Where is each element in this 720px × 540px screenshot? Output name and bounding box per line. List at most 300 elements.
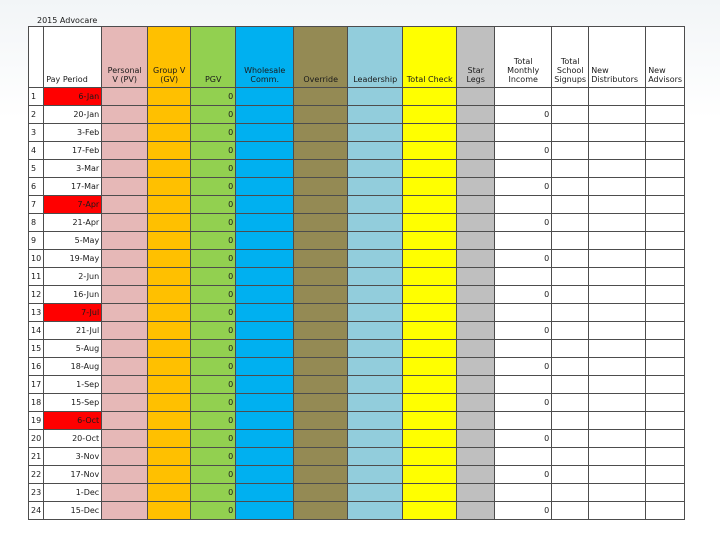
cell-pgv[interactable]: 0 bbox=[191, 448, 236, 466]
cell-pay-period[interactable]: 17-Mar bbox=[44, 178, 102, 196]
cell-star-legs[interactable] bbox=[457, 358, 495, 376]
cell-row-number[interactable]: 14 bbox=[29, 322, 44, 340]
cell-override[interactable] bbox=[294, 232, 348, 250]
header-total-school-signups[interactable]: Total School Signups bbox=[552, 27, 589, 88]
cell-leadership[interactable] bbox=[348, 502, 403, 520]
cell-pgv[interactable]: 0 bbox=[191, 214, 236, 232]
cell-personal-volume[interactable] bbox=[102, 412, 148, 430]
cell-row-number[interactable]: 15 bbox=[29, 340, 44, 358]
cell-group-volume[interactable] bbox=[148, 340, 191, 358]
header-leadership[interactable]: Leadership bbox=[348, 27, 403, 88]
cell-leadership[interactable] bbox=[348, 484, 403, 502]
cell-row-number[interactable]: 22 bbox=[29, 466, 44, 484]
cell-group-volume[interactable] bbox=[148, 178, 191, 196]
cell-star-legs[interactable] bbox=[457, 232, 495, 250]
cell-star-legs[interactable] bbox=[457, 430, 495, 448]
cell-group-volume[interactable] bbox=[148, 106, 191, 124]
cell-personal-volume[interactable] bbox=[102, 394, 148, 412]
cell-total-check[interactable] bbox=[403, 178, 457, 196]
cell-pgv[interactable]: 0 bbox=[191, 430, 236, 448]
cell-personal-volume[interactable] bbox=[102, 466, 148, 484]
cell-wholesale-comm[interactable] bbox=[236, 178, 294, 196]
cell-new-distributors[interactable] bbox=[589, 232, 646, 250]
cell-group-volume[interactable] bbox=[148, 430, 191, 448]
cell-personal-volume[interactable] bbox=[102, 484, 148, 502]
cell-group-volume[interactable] bbox=[148, 286, 191, 304]
cell-total-check[interactable] bbox=[403, 142, 457, 160]
cell-row-number[interactable]: 9 bbox=[29, 232, 44, 250]
cell-total-school-signups[interactable] bbox=[552, 340, 589, 358]
cell-new-distributors[interactable] bbox=[589, 178, 646, 196]
cell-total-school-signups[interactable] bbox=[552, 268, 589, 286]
cell-total-check[interactable] bbox=[403, 466, 457, 484]
cell-total-check[interactable] bbox=[403, 322, 457, 340]
cell-star-legs[interactable] bbox=[457, 124, 495, 142]
cell-override[interactable] bbox=[294, 106, 348, 124]
cell-new-distributors[interactable] bbox=[589, 268, 646, 286]
cell-personal-volume[interactable] bbox=[102, 286, 148, 304]
cell-new-advisors[interactable] bbox=[646, 142, 685, 160]
cell-total-school-signups[interactable] bbox=[552, 214, 589, 232]
cell-override[interactable] bbox=[294, 358, 348, 376]
cell-new-distributors[interactable] bbox=[589, 88, 646, 106]
cell-leadership[interactable] bbox=[348, 124, 403, 142]
cell-row-number[interactable]: 21 bbox=[29, 448, 44, 466]
cell-total-school-signups[interactable] bbox=[552, 322, 589, 340]
cell-new-advisors[interactable] bbox=[646, 412, 685, 430]
cell-new-distributors[interactable] bbox=[589, 394, 646, 412]
cell-star-legs[interactable] bbox=[457, 304, 495, 322]
cell-row-number[interactable]: 16 bbox=[29, 358, 44, 376]
cell-leadership[interactable] bbox=[348, 430, 403, 448]
cell-total-monthly-income[interactable]: 0 bbox=[495, 466, 552, 484]
cell-row-number[interactable]: 13 bbox=[29, 304, 44, 322]
cell-total-monthly-income[interactable] bbox=[495, 268, 552, 286]
cell-total-monthly-income[interactable]: 0 bbox=[495, 106, 552, 124]
cell-new-distributors[interactable] bbox=[589, 466, 646, 484]
cell-total-check[interactable] bbox=[403, 268, 457, 286]
cell-total-school-signups[interactable] bbox=[552, 412, 589, 430]
cell-row-number[interactable]: 18 bbox=[29, 394, 44, 412]
cell-new-advisors[interactable] bbox=[646, 268, 685, 286]
cell-total-check[interactable] bbox=[403, 430, 457, 448]
cell-leadership[interactable] bbox=[348, 376, 403, 394]
header-override[interactable]: Override bbox=[294, 27, 348, 88]
cell-leadership[interactable] bbox=[348, 358, 403, 376]
cell-leadership[interactable] bbox=[348, 466, 403, 484]
cell-star-legs[interactable] bbox=[457, 376, 495, 394]
cell-new-distributors[interactable] bbox=[589, 160, 646, 178]
cell-override[interactable] bbox=[294, 160, 348, 178]
cell-personal-volume[interactable] bbox=[102, 142, 148, 160]
cell-star-legs[interactable] bbox=[457, 106, 495, 124]
cell-personal-volume[interactable] bbox=[102, 88, 148, 106]
cell-total-check[interactable] bbox=[403, 124, 457, 142]
cell-star-legs[interactable] bbox=[457, 286, 495, 304]
cell-override[interactable] bbox=[294, 322, 348, 340]
cell-star-legs[interactable] bbox=[457, 322, 495, 340]
cell-total-school-signups[interactable] bbox=[552, 448, 589, 466]
cell-new-advisors[interactable] bbox=[646, 394, 685, 412]
cell-override[interactable] bbox=[294, 304, 348, 322]
cell-total-check[interactable] bbox=[403, 304, 457, 322]
cell-new-advisors[interactable] bbox=[646, 340, 685, 358]
cell-total-school-signups[interactable] bbox=[552, 394, 589, 412]
cell-row-number[interactable]: 12 bbox=[29, 286, 44, 304]
cell-pay-period[interactable]: 6-Oct bbox=[44, 412, 102, 430]
cell-pgv[interactable]: 0 bbox=[191, 304, 236, 322]
cell-pgv[interactable]: 0 bbox=[191, 142, 236, 160]
cell-row-number[interactable]: 4 bbox=[29, 142, 44, 160]
cell-leadership[interactable] bbox=[348, 196, 403, 214]
cell-row-number[interactable]: 3 bbox=[29, 124, 44, 142]
cell-pay-period[interactable]: 16-Jun bbox=[44, 286, 102, 304]
cell-total-check[interactable] bbox=[403, 250, 457, 268]
cell-pay-period[interactable]: 5-May bbox=[44, 232, 102, 250]
cell-wholesale-comm[interactable] bbox=[236, 106, 294, 124]
cell-total-check[interactable] bbox=[403, 160, 457, 178]
cell-new-advisors[interactable] bbox=[646, 502, 685, 520]
cell-pay-period[interactable]: 21-Jul bbox=[44, 322, 102, 340]
cell-override[interactable] bbox=[294, 214, 348, 232]
cell-new-distributors[interactable] bbox=[589, 142, 646, 160]
cell-row-number[interactable]: 2 bbox=[29, 106, 44, 124]
cell-star-legs[interactable] bbox=[457, 88, 495, 106]
cell-total-monthly-income[interactable]: 0 bbox=[495, 178, 552, 196]
cell-total-monthly-income[interactable]: 0 bbox=[495, 394, 552, 412]
cell-group-volume[interactable] bbox=[148, 484, 191, 502]
cell-personal-volume[interactable] bbox=[102, 358, 148, 376]
cell-row-number[interactable]: 1 bbox=[29, 88, 44, 106]
cell-wholesale-comm[interactable] bbox=[236, 88, 294, 106]
cell-leadership[interactable] bbox=[348, 448, 403, 466]
cell-total-monthly-income[interactable] bbox=[495, 376, 552, 394]
cell-override[interactable] bbox=[294, 376, 348, 394]
cell-override[interactable] bbox=[294, 340, 348, 358]
cell-row-number[interactable]: 7 bbox=[29, 196, 44, 214]
cell-pay-period[interactable]: 3-Mar bbox=[44, 160, 102, 178]
cell-pay-period[interactable]: 19-May bbox=[44, 250, 102, 268]
cell-row-number[interactable]: 19 bbox=[29, 412, 44, 430]
cell-leadership[interactable] bbox=[348, 394, 403, 412]
cell-pay-period[interactable]: 15-Dec bbox=[44, 502, 102, 520]
cell-new-advisors[interactable] bbox=[646, 322, 685, 340]
cell-group-volume[interactable] bbox=[148, 196, 191, 214]
cell-new-advisors[interactable] bbox=[646, 160, 685, 178]
cell-total-school-signups[interactable] bbox=[552, 142, 589, 160]
cell-new-advisors[interactable] bbox=[646, 124, 685, 142]
cell-override[interactable] bbox=[294, 250, 348, 268]
cell-pgv[interactable]: 0 bbox=[191, 268, 236, 286]
header-total-monthly-income[interactable]: Total Monthly Income bbox=[495, 27, 552, 88]
cell-leadership[interactable] bbox=[348, 340, 403, 358]
cell-new-distributors[interactable] bbox=[589, 286, 646, 304]
cell-star-legs[interactable] bbox=[457, 250, 495, 268]
cell-new-advisors[interactable] bbox=[646, 178, 685, 196]
cell-new-distributors[interactable] bbox=[589, 214, 646, 232]
cell-group-volume[interactable] bbox=[148, 394, 191, 412]
cell-star-legs[interactable] bbox=[457, 466, 495, 484]
cell-group-volume[interactable] bbox=[148, 448, 191, 466]
cell-star-legs[interactable] bbox=[457, 142, 495, 160]
cell-new-distributors[interactable] bbox=[589, 196, 646, 214]
cell-group-volume[interactable] bbox=[148, 250, 191, 268]
cell-total-monthly-income[interactable]: 0 bbox=[495, 142, 552, 160]
cell-total-school-signups[interactable] bbox=[552, 160, 589, 178]
cell-group-volume[interactable] bbox=[148, 88, 191, 106]
cell-total-check[interactable] bbox=[403, 448, 457, 466]
cell-total-school-signups[interactable] bbox=[552, 304, 589, 322]
cell-wholesale-comm[interactable] bbox=[236, 160, 294, 178]
cell-star-legs[interactable] bbox=[457, 412, 495, 430]
cell-star-legs[interactable] bbox=[457, 196, 495, 214]
cell-new-advisors[interactable] bbox=[646, 214, 685, 232]
cell-override[interactable] bbox=[294, 466, 348, 484]
cell-leadership[interactable] bbox=[348, 304, 403, 322]
cell-personal-volume[interactable] bbox=[102, 214, 148, 232]
cell-personal-volume[interactable] bbox=[102, 502, 148, 520]
cell-wholesale-comm[interactable] bbox=[236, 412, 294, 430]
cell-star-legs[interactable] bbox=[457, 394, 495, 412]
cell-new-advisors[interactable] bbox=[646, 106, 685, 124]
cell-pgv[interactable]: 0 bbox=[191, 466, 236, 484]
cell-row-number[interactable]: 11 bbox=[29, 268, 44, 286]
cell-new-distributors[interactable] bbox=[589, 484, 646, 502]
cell-pay-period[interactable]: 17-Nov bbox=[44, 466, 102, 484]
header-new-advisors[interactable]: New Advisors bbox=[646, 27, 685, 88]
cell-override[interactable] bbox=[294, 484, 348, 502]
cell-override[interactable] bbox=[294, 430, 348, 448]
cell-wholesale-comm[interactable] bbox=[236, 340, 294, 358]
header-star-legs[interactable]: Star Legs bbox=[457, 27, 495, 88]
cell-wholesale-comm[interactable] bbox=[236, 214, 294, 232]
cell-pgv[interactable]: 0 bbox=[191, 484, 236, 502]
cell-group-volume[interactable] bbox=[148, 358, 191, 376]
cell-personal-volume[interactable] bbox=[102, 448, 148, 466]
cell-total-check[interactable] bbox=[403, 196, 457, 214]
cell-row-number[interactable]: 23 bbox=[29, 484, 44, 502]
cell-personal-volume[interactable] bbox=[102, 250, 148, 268]
cell-group-volume[interactable] bbox=[148, 304, 191, 322]
cell-pay-period[interactable]: 20-Oct bbox=[44, 430, 102, 448]
cell-total-check[interactable] bbox=[403, 376, 457, 394]
header-pay-period[interactable]: Pay Period bbox=[44, 27, 102, 88]
header-total-check[interactable]: Total Check bbox=[403, 27, 457, 88]
cell-star-legs[interactable] bbox=[457, 178, 495, 196]
cell-new-distributors[interactable] bbox=[589, 124, 646, 142]
cell-total-check[interactable] bbox=[403, 214, 457, 232]
cell-wholesale-comm[interactable] bbox=[236, 466, 294, 484]
cell-total-monthly-income[interactable]: 0 bbox=[495, 358, 552, 376]
cell-leadership[interactable] bbox=[348, 214, 403, 232]
cell-leadership[interactable] bbox=[348, 88, 403, 106]
cell-wholesale-comm[interactable] bbox=[236, 430, 294, 448]
cell-star-legs[interactable] bbox=[457, 214, 495, 232]
cell-row-number[interactable]: 8 bbox=[29, 214, 44, 232]
cell-star-legs[interactable] bbox=[457, 484, 495, 502]
cell-total-school-signups[interactable] bbox=[552, 286, 589, 304]
cell-pgv[interactable]: 0 bbox=[191, 322, 236, 340]
cell-new-distributors[interactable] bbox=[589, 340, 646, 358]
cell-pay-period[interactable]: 20-Jan bbox=[44, 106, 102, 124]
cell-group-volume[interactable] bbox=[148, 502, 191, 520]
cell-new-distributors[interactable] bbox=[589, 376, 646, 394]
cell-new-distributors[interactable] bbox=[589, 412, 646, 430]
cell-pay-period[interactable]: 1-Dec bbox=[44, 484, 102, 502]
cell-leadership[interactable] bbox=[348, 106, 403, 124]
cell-new-advisors[interactable] bbox=[646, 304, 685, 322]
cell-total-monthly-income[interactable]: 0 bbox=[495, 502, 552, 520]
cell-wholesale-comm[interactable] bbox=[236, 124, 294, 142]
header-group-volume[interactable]: Group V (GV) bbox=[148, 27, 191, 88]
cell-pgv[interactable]: 0 bbox=[191, 376, 236, 394]
cell-override[interactable] bbox=[294, 142, 348, 160]
cell-total-school-signups[interactable] bbox=[552, 178, 589, 196]
cell-pgv[interactable]: 0 bbox=[191, 124, 236, 142]
cell-pgv[interactable]: 0 bbox=[191, 358, 236, 376]
cell-total-monthly-income[interactable] bbox=[495, 412, 552, 430]
cell-personal-volume[interactable] bbox=[102, 106, 148, 124]
cell-pgv[interactable]: 0 bbox=[191, 250, 236, 268]
cell-new-advisors[interactable] bbox=[646, 358, 685, 376]
cell-total-monthly-income[interactable] bbox=[495, 484, 552, 502]
cell-total-monthly-income[interactable] bbox=[495, 232, 552, 250]
cell-total-monthly-income[interactable] bbox=[495, 340, 552, 358]
cell-total-check[interactable] bbox=[403, 394, 457, 412]
cell-pgv[interactable]: 0 bbox=[191, 196, 236, 214]
cell-total-school-signups[interactable] bbox=[552, 376, 589, 394]
cell-new-advisors[interactable] bbox=[646, 196, 685, 214]
cell-pgv[interactable]: 0 bbox=[191, 340, 236, 358]
cell-pay-period[interactable]: 5-Aug bbox=[44, 340, 102, 358]
header-pgv[interactable]: PGV bbox=[191, 27, 236, 88]
cell-star-legs[interactable] bbox=[457, 160, 495, 178]
cell-total-check[interactable] bbox=[403, 88, 457, 106]
cell-pgv[interactable]: 0 bbox=[191, 232, 236, 250]
cell-group-volume[interactable] bbox=[148, 322, 191, 340]
header-row-number[interactable] bbox=[29, 27, 44, 88]
cell-total-check[interactable] bbox=[403, 358, 457, 376]
cell-total-school-signups[interactable] bbox=[552, 124, 589, 142]
cell-total-check[interactable] bbox=[403, 232, 457, 250]
cell-personal-volume[interactable] bbox=[102, 340, 148, 358]
cell-wholesale-comm[interactable] bbox=[236, 268, 294, 286]
cell-group-volume[interactable] bbox=[148, 232, 191, 250]
cell-row-number[interactable]: 20 bbox=[29, 430, 44, 448]
cell-new-advisors[interactable] bbox=[646, 232, 685, 250]
cell-total-check[interactable] bbox=[403, 484, 457, 502]
cell-wholesale-comm[interactable] bbox=[236, 376, 294, 394]
cell-override[interactable] bbox=[294, 394, 348, 412]
cell-star-legs[interactable] bbox=[457, 340, 495, 358]
cell-pay-period[interactable]: 1-Sep bbox=[44, 376, 102, 394]
cell-wholesale-comm[interactable] bbox=[236, 448, 294, 466]
cell-personal-volume[interactable] bbox=[102, 232, 148, 250]
cell-override[interactable] bbox=[294, 502, 348, 520]
cell-total-school-signups[interactable] bbox=[552, 250, 589, 268]
cell-group-volume[interactable] bbox=[148, 214, 191, 232]
cell-group-volume[interactable] bbox=[148, 124, 191, 142]
cell-total-school-signups[interactable] bbox=[552, 232, 589, 250]
cell-pay-period[interactable]: 17-Feb bbox=[44, 142, 102, 160]
cell-pgv[interactable]: 0 bbox=[191, 394, 236, 412]
cell-override[interactable] bbox=[294, 196, 348, 214]
cell-group-volume[interactable] bbox=[148, 268, 191, 286]
cell-new-advisors[interactable] bbox=[646, 286, 685, 304]
cell-personal-volume[interactable] bbox=[102, 124, 148, 142]
cell-row-number[interactable]: 5 bbox=[29, 160, 44, 178]
cell-total-monthly-income[interactable] bbox=[495, 304, 552, 322]
cell-personal-volume[interactable] bbox=[102, 196, 148, 214]
cell-new-advisors[interactable] bbox=[646, 376, 685, 394]
cell-wholesale-comm[interactable] bbox=[236, 286, 294, 304]
cell-total-school-signups[interactable] bbox=[552, 196, 589, 214]
cell-total-check[interactable] bbox=[403, 286, 457, 304]
cell-new-distributors[interactable] bbox=[589, 322, 646, 340]
cell-group-volume[interactable] bbox=[148, 412, 191, 430]
cell-total-monthly-income[interactable] bbox=[495, 160, 552, 178]
cell-pay-period[interactable]: 2-Jun bbox=[44, 268, 102, 286]
cell-new-advisors[interactable] bbox=[646, 448, 685, 466]
cell-new-distributors[interactable] bbox=[589, 250, 646, 268]
cell-leadership[interactable] bbox=[348, 178, 403, 196]
cell-star-legs[interactable] bbox=[457, 268, 495, 286]
cell-leadership[interactable] bbox=[348, 268, 403, 286]
cell-new-distributors[interactable] bbox=[589, 106, 646, 124]
cell-wholesale-comm[interactable] bbox=[236, 250, 294, 268]
header-personal-volume[interactable]: Personal V (PV) bbox=[102, 27, 148, 88]
cell-override[interactable] bbox=[294, 286, 348, 304]
cell-new-advisors[interactable] bbox=[646, 88, 685, 106]
cell-override[interactable] bbox=[294, 412, 348, 430]
cell-personal-volume[interactable] bbox=[102, 178, 148, 196]
cell-total-school-signups[interactable] bbox=[552, 88, 589, 106]
cell-row-number[interactable]: 10 bbox=[29, 250, 44, 268]
cell-override[interactable] bbox=[294, 448, 348, 466]
cell-wholesale-comm[interactable] bbox=[236, 322, 294, 340]
cell-leadership[interactable] bbox=[348, 142, 403, 160]
cell-leadership[interactable] bbox=[348, 322, 403, 340]
cell-pgv[interactable]: 0 bbox=[191, 106, 236, 124]
cell-total-monthly-income[interactable] bbox=[495, 196, 552, 214]
cell-total-monthly-income[interactable]: 0 bbox=[495, 286, 552, 304]
cell-new-advisors[interactable] bbox=[646, 466, 685, 484]
cell-total-school-signups[interactable] bbox=[552, 106, 589, 124]
cell-personal-volume[interactable] bbox=[102, 160, 148, 178]
cell-leadership[interactable] bbox=[348, 160, 403, 178]
cell-total-monthly-income[interactable]: 0 bbox=[495, 214, 552, 232]
cell-group-volume[interactable] bbox=[148, 376, 191, 394]
cell-star-legs[interactable] bbox=[457, 502, 495, 520]
cell-leadership[interactable] bbox=[348, 250, 403, 268]
cell-row-number[interactable]: 24 bbox=[29, 502, 44, 520]
cell-total-monthly-income[interactable]: 0 bbox=[495, 322, 552, 340]
cell-wholesale-comm[interactable] bbox=[236, 304, 294, 322]
cell-new-distributors[interactable] bbox=[589, 502, 646, 520]
cell-total-school-signups[interactable] bbox=[552, 430, 589, 448]
cell-override[interactable] bbox=[294, 124, 348, 142]
cell-new-advisors[interactable] bbox=[646, 430, 685, 448]
cell-new-advisors[interactable] bbox=[646, 484, 685, 502]
cell-star-legs[interactable] bbox=[457, 448, 495, 466]
cell-total-monthly-income[interactable]: 0 bbox=[495, 430, 552, 448]
cell-pay-period[interactable]: 15-Sep bbox=[44, 394, 102, 412]
cell-pay-period[interactable]: 3-Nov bbox=[44, 448, 102, 466]
cell-personal-volume[interactable] bbox=[102, 430, 148, 448]
cell-total-monthly-income[interactable]: 0 bbox=[495, 250, 552, 268]
cell-wholesale-comm[interactable] bbox=[236, 358, 294, 376]
cell-group-volume[interactable] bbox=[148, 466, 191, 484]
